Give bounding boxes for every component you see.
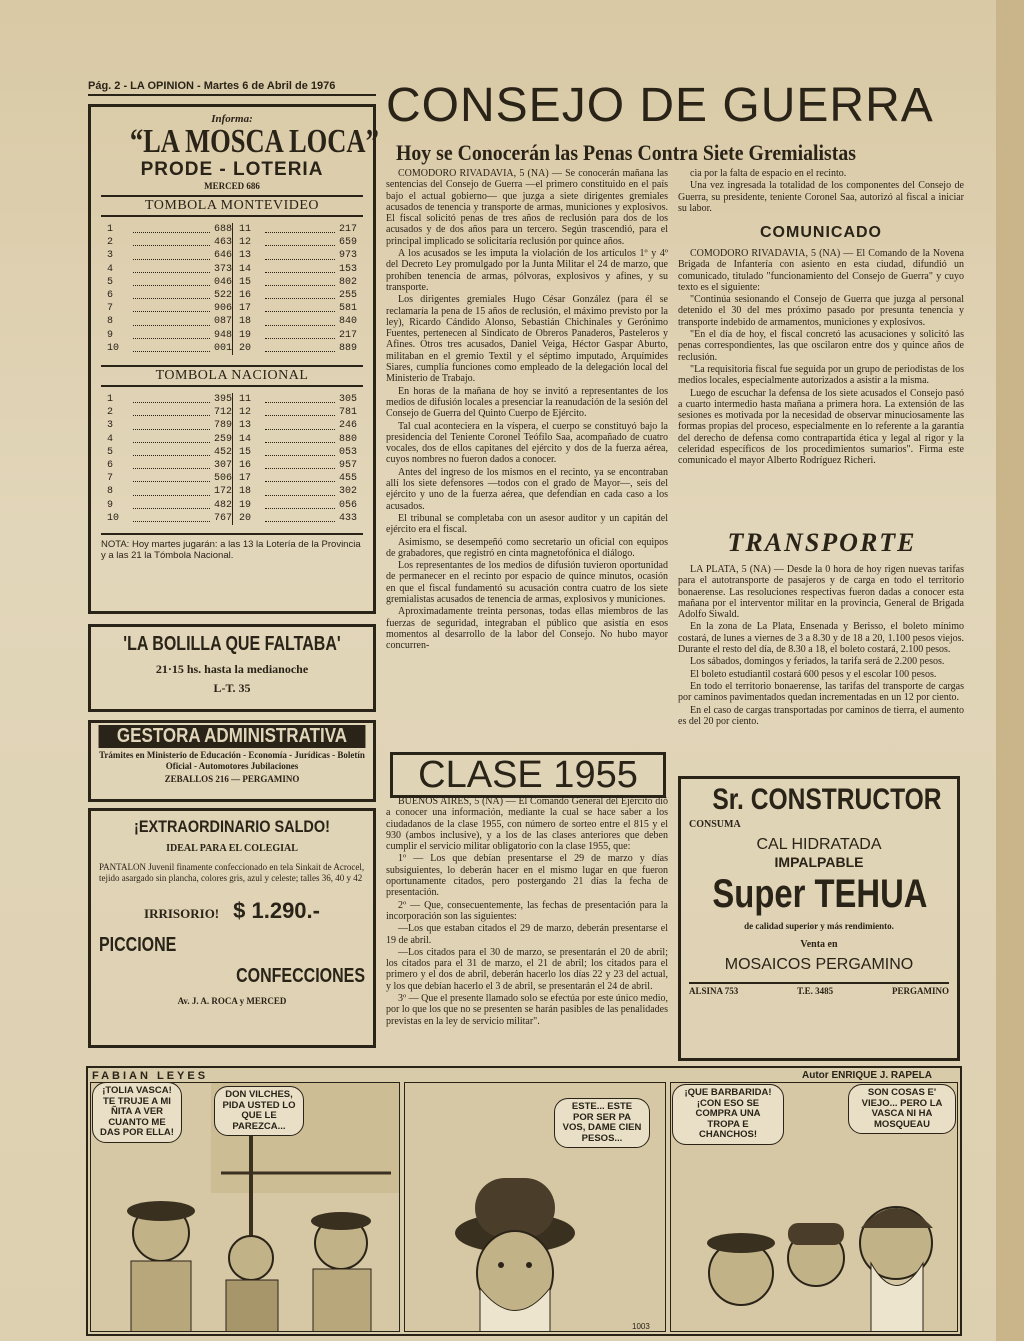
paragraph: BUENOS AIRES, 5 (NA) — El Comando General del Ejército dió a conocer una información, mediante la cual se hace saber a los ciudadanos de la clase 1955, con número de sorteo entre el 815 y el 930 (ambos inclusive), y a los de las clases anteriores que deben cumplir el servicio militar obligatorio con la clase 1955, que:: [386, 796, 668, 853]
lottery-dots: [265, 302, 335, 312]
lottery-row: [239, 236, 357, 249]
lottery-dots: [133, 236, 210, 246]
lottery-row: [107, 329, 232, 342]
lottery-dots: [133, 329, 210, 339]
lottery-row: [239, 459, 357, 472]
lottery-dots: [133, 393, 210, 403]
lottery-row: [239, 342, 357, 355]
lottery-number: 781: [338, 407, 357, 419]
lottery-position: 18: [239, 486, 252, 498]
lottery-dots: [133, 459, 210, 469]
paragraph: LA PLATA, 5 (NA) — Desde la 0 hora de hoy rigen nuevas tarifas para el autotransporte de pasajeros y de carga en todo el territorio bonaerense. Las resoluciones respectivas fueron dadas a conocer esta mañana por el interventor militar en la provincia, General de Brigada Adolfo Siwald.: [678, 564, 964, 621]
ad-city: PERGAMINO: [891, 986, 949, 996]
lottery-position: 8: [107, 316, 114, 328]
paragraph: Los sábados, domingos y feriados, la tarifa será de 2.200 pesos.: [690, 656, 945, 668]
lottery-dots: [133, 249, 210, 259]
lottery-row: [107, 302, 232, 315]
lottery-row: [107, 472, 232, 485]
lottery-number: 255: [338, 290, 357, 302]
lottery-number: 840: [338, 316, 357, 328]
comunicado-body: [678, 248, 964, 524]
lottery-number: 581: [338, 303, 357, 315]
lottery-dots: [265, 315, 335, 325]
lottery-position: 3: [107, 250, 114, 262]
lottery-row: [239, 276, 357, 289]
page-edge: [996, 0, 1024, 1341]
paragraph: A los acusados se les imputa la violación de los artículos 1º y 4º del Decreto Ley promulgado por la Junta Militar el 24 de marzo, que prohíben tenencia de armas, pólvoras, explosivos y afines, y su transporte.: [386, 248, 668, 293]
lottery-position: 6: [107, 290, 114, 302]
lottery-number: 906: [213, 303, 232, 315]
gestora-ad: [88, 720, 376, 802]
lottery-dots: [133, 263, 210, 273]
comic-author: Autor ENRIQUE J. RAPELA: [802, 1070, 933, 1081]
lottery-number: 506: [213, 473, 232, 485]
lottery-dots: [265, 249, 335, 259]
lottery-dots: [265, 393, 335, 403]
lottery-row: [239, 433, 357, 446]
lottery-number: 153: [338, 263, 357, 275]
lottery-row: [239, 499, 357, 512]
lottery-dots: [133, 302, 210, 312]
lottery-position: 6: [107, 460, 114, 472]
lottery-position: 4: [107, 263, 114, 275]
lottery-position: 16: [239, 290, 252, 302]
lottery-number: 889: [338, 342, 357, 354]
lottery-dots: [265, 223, 335, 233]
lottery-position: 12: [239, 407, 252, 419]
lottery-dots: [133, 485, 210, 495]
clase-1955-title: CLASE 1955: [390, 752, 666, 798]
subheadline: Hoy se Conocerán las Penas Contra Siete Gremialistas: [396, 140, 856, 165]
ad-footer: [689, 982, 949, 996]
lottery-dots: [133, 276, 210, 286]
lottery-number: 087: [213, 316, 232, 328]
lottery-row: [107, 289, 232, 302]
lottery-position: 15: [239, 276, 252, 288]
lottery-box: [88, 104, 379, 614]
ad-quality: de calidad superior y más rendimiento.: [744, 921, 894, 931]
lottery-number: 307: [213, 460, 232, 472]
lottery-row: [239, 263, 357, 276]
left-column: [88, 104, 379, 1048]
lottery-dots: [133, 472, 210, 482]
lottery-row: [239, 393, 357, 406]
lottery-row: [107, 342, 232, 355]
lottery-position: 19: [239, 499, 252, 511]
lottery-row: [239, 223, 357, 236]
lottery-dots: [133, 223, 210, 233]
saldo-sub: IDEAL PARA EL COLEGIAL: [166, 843, 298, 854]
comic-bubble-4: ¡QUE BARBARIDA! ¡CON ESO SE COMPRA UNA TROPA E CHANCHOS!: [672, 1084, 784, 1145]
lottery-number: 957: [338, 460, 357, 472]
lottery-number: 056: [338, 499, 357, 511]
saldo-ad: [88, 808, 376, 1048]
lottery-row: [239, 249, 357, 262]
lottery-note: NOTA: Hoy martes jugarán: a las 13 la Lotería de la Provincia y a las 21 la Tómbola Nacional.: [101, 533, 363, 561]
constructor-ad: [678, 776, 960, 1061]
headline: CONSEJO DE GUERRA: [386, 79, 934, 132]
lottery-row: [107, 512, 232, 525]
saldo-price-row: [99, 898, 365, 924]
paragraph: Antes del ingreso de los mismos en el recinto, ya se encontraban allí los siete defensores —todos con el grado de Mayor—, seis del ejército y uno de la fuerza aérea, que defendían en cada caso a los acusados.: [386, 466, 668, 512]
lottery-position: 13: [239, 420, 252, 432]
paragraph: cia por la falta de espacio en el recinto.: [690, 168, 847, 179]
lottery-dots: [133, 512, 210, 522]
lottery-number: 712: [213, 407, 232, 419]
paragraph: Luego de escuchar la defensa de los siete acusados el Consejo pasó a cuarto intermedio hasta mañana a primera hora. La extensión de las sesiones es motivada por la necesidad de observar minuciosamente las formas propias del proceso, especialmente en lo referente a la garantía del derecho de defensa como contrapartida ética y legal al rigor y la celeridad específicos de los procedimientos sumarios". Firma este comunicado el mayor Alberto Rodríguez Richeri.: [678, 387, 964, 467]
comic-bubble-5: SON COSAS E' VIEJO... PERO LA VASCA NI HA MOSQUEAU: [848, 1084, 956, 1134]
comic-bubble-3: ESTE... ESTE POR SER PA VOS, DAME CIEN PESOS...: [554, 1098, 650, 1148]
paragraph: Una vez ingresada la totalidad de los componentes del Consejo de Guerra, su presidente, teniente Coronel Saa, autorizó al fiscal a iniciar su labor.: [678, 180, 964, 214]
lottery-position: 7: [107, 303, 114, 315]
lottery-dots: [265, 485, 335, 495]
saldo-desc: PANTALON Juvenil finamente confeccionado en tela Sinkait de Acrocel, tejido asargado sin plancha, colores gris, azul y celeste; talles 36, 40 y 42: [99, 862, 365, 883]
lottery-number: 452: [213, 446, 232, 458]
paragraph: Tal cual aconteciera en la víspera, el cuerpo se constituyó bajo la presidencia del Teniente Coronel Teófilo Saa, acompañado de cuatro vocales, dos de ellos capitanes del ejército y dos de la fuerza aérea, cuyos nombres no fueron dados a conocer.: [386, 420, 668, 466]
lottery-row: [239, 315, 357, 328]
lottery-position: 16: [239, 460, 252, 472]
article-column-2: [678, 168, 964, 222]
lottery-number: 767: [213, 512, 232, 524]
tombola-montevideo-title: TOMBOLA MONTEVIDEO: [101, 195, 363, 217]
bolilla-ad: [88, 624, 376, 712]
paragraph: El boleto estudiantil costará 600 pesos y el escolar 100 pesos.: [690, 668, 937, 680]
lottery-number: 053: [338, 446, 357, 458]
lottery-number: 802: [338, 276, 357, 288]
paragraph: —Los que estaban citados el 29 de marzo, deberán presentarse el 19 de abril.: [386, 923, 668, 946]
gestora-desc: Trámites en Ministerio de Educación - Economía - Jurídicas - Boletín Oficial - Automotores Jubilaciones: [99, 750, 365, 771]
paragraph: COMODORO RIVADAVIA, 5 (NA) — Se conocerán mañana las sentencias del Consejo de Guerra —el primero constituido en el país bajo el actual gobierno— que juzga a siete dirigentes gremiales acusados de tenencia y transporte de armas, municiones y explosivos. El fiscal solicitó penas de tres años de reclusión para dos de los acusados y de dos años para un tercero. Según trascendió, para el principal implicado se solicitaría reclusión por quince años.: [386, 168, 668, 247]
lottery-position: 20: [239, 342, 252, 354]
paragraph: "Continúa sesionando el Consejo de Guerra que juzga al personal detenido el 30 del mes próximo pasado por presunta tenencia y transporte indebido de armamentos, municiones y explosivos.: [678, 294, 964, 328]
lottery-dots: [265, 236, 335, 246]
brand-piccione: PICCIONE: [99, 934, 177, 956]
lottery-number: 046: [213, 276, 232, 288]
lottery-dots: [133, 406, 210, 416]
lottery-number: 482: [213, 499, 232, 511]
lottery-position: 5: [107, 276, 114, 288]
clase-1955-body: [386, 796, 668, 1066]
lottery-row: [107, 236, 232, 249]
paragraph: "En el día de hoy, el fiscal concretó las acusaciones y solicitó las penas correspondientes, las que oscilaron entre dos y quince años de reclusión.: [678, 329, 964, 363]
ad-consuma: CONSUMA: [689, 819, 741, 830]
lottery-position: 17: [239, 303, 252, 315]
lottery-dots: [133, 289, 210, 299]
lottery-dots: [265, 446, 335, 456]
paragraph: El tribunal se completaba con un asesor auditor y un capitán del ejército era el fiscal.: [386, 512, 668, 536]
saldo-price: $ 1.290.-: [233, 898, 320, 923]
lottery-position: 13: [239, 250, 252, 262]
lottery-number: 973: [338, 250, 357, 262]
lottery-row: [107, 263, 232, 276]
lottery-position: 2: [107, 407, 114, 419]
lottery-row: [107, 459, 232, 472]
lottery-row: [239, 329, 357, 342]
lottery-position: 20: [239, 512, 252, 524]
lottery-dots: [265, 512, 335, 522]
lottery-position: 17: [239, 473, 252, 485]
lottery-address: MERCED 686: [204, 181, 260, 191]
lottery-number: 659: [338, 237, 357, 249]
lottery-dots: [133, 315, 210, 325]
paragraph: Los dirigentes gremiales Hugo César González (para él se reclamaría la pena de 15 años de reclusión, el máximo previsto por la ley), Ricardo Cándido Alonso, Sebastián Chichinales y Gerónimo Fuentes, pertenecen al Sindicato de Obreros Panaderos, Pasteleros y Afines. Otros tres acusados, Daniel Veiga, Héctor Gaspar Aburto, militaban en el gremio Textil y el séptimo imputado, Arquímides Siares, cumplía funciones como empleado de la delegación local del Ministerio de Trabajo.: [386, 294, 668, 385]
lottery-dots: [265, 263, 335, 273]
lottery-position: 11: [239, 224, 252, 235]
ad-venta: Venta en: [800, 939, 838, 950]
lottery-position: 4: [107, 433, 114, 445]
lottery-dots: [133, 499, 210, 509]
lottery-position: 11: [239, 394, 252, 406]
lottery-dots: [265, 329, 335, 339]
lottery-position: 7: [107, 473, 114, 485]
paragraph: En la zona de La Plata, Ensenada y Berisso, el boleto mínimo costará, de lunes a viernes de 3 a 8.30 y de 18 a 20, 1.100 pesos viejos. Durante el resto del día, de 8.30 a 18, el boleto costará, 2.100 pesos.: [678, 621, 964, 656]
lottery-position: 19: [239, 329, 252, 341]
lottery-dots: [265, 406, 335, 416]
ad-impalpable: IMPALPABLE: [774, 854, 864, 870]
lottery-row: [239, 485, 357, 498]
paragraph: COMODORO RIVADAVIA, 5 (NA) — El Comando de la Novena Brigada de Infantería con asiento en esta ciudad, difundió un comunicado, titulado "funcionamiento del Consejo de Guerra" y cuyo texto es el siguiente:: [678, 248, 964, 293]
lottery-position: 1: [107, 224, 114, 235]
ad-phone: T.E. 3485: [797, 986, 834, 996]
lottery-number: 646: [213, 250, 232, 262]
lottery-number: 455: [338, 473, 357, 485]
tombola-nacional-title: TOMBOLA NACIONAL: [101, 365, 363, 387]
comic-number: 1003: [632, 1322, 650, 1331]
lottery-row: [239, 472, 357, 485]
page-header: Pág. 2 - LA OPINION - Martes 6 de Abril de 1976: [88, 80, 376, 96]
ad-store: MOSAICOS PERGAMINO: [724, 956, 914, 973]
lottery-row: [239, 406, 357, 419]
lottery-number: 373: [213, 263, 232, 275]
lottery-row: [239, 302, 357, 315]
lottery-dots: [133, 419, 210, 429]
lottery-number: 433: [338, 512, 357, 524]
lottery-number: 246: [338, 420, 357, 432]
lottery-position: 3: [107, 420, 114, 432]
paragraph: 2º — Que, consecuentemente, las fechas de presentación para la incorporación son las siguientes:: [386, 899, 668, 922]
paragraph: En horas de la mañana de hoy se invitó a representantes de los medios de difusión locales a presenciar la reanudación de la sesión del Consejo de Guerra del Quinto Cuerpo de Ejército.: [386, 385, 668, 420]
paragraph: 1º — Los que debían presentarse el 29 de marzo y días subsiguientes, lo deberán hacer en el mismo lugar en que fueron oportunamente citados, pero postergando 21 días la fecha de presentación.: [386, 853, 668, 899]
lottery-dots: [265, 419, 335, 429]
lottery-dots: [265, 276, 335, 286]
saldo-title: ¡EXTRAORDINARIO SALDO!: [134, 817, 330, 836]
comic-title: FABIAN LEYES: [92, 1070, 209, 1082]
ad-title: Sr. CONSTRUCTOR: [712, 783, 942, 816]
lottery-row: [239, 512, 357, 525]
prode-loteria-subtitle: PRODE - LOTERIA: [140, 159, 324, 180]
ad-brand: Super TEHUA: [712, 872, 928, 916]
montevideo-left: [107, 223, 232, 355]
saldo-address: Av. J. A. ROCA y MERCED: [177, 996, 287, 1006]
lottery-position: 8: [107, 486, 114, 498]
nacional-right: [232, 393, 357, 525]
gestora-address: ZEBALLOS 216 — PERGAMINO: [164, 774, 300, 784]
ad-cal: CAL HIDRATADA: [756, 836, 882, 853]
lottery-position: 15: [239, 446, 252, 458]
lottery-dots: [265, 342, 335, 352]
lottery-row: [107, 499, 232, 512]
lottery-number: 688: [213, 224, 232, 235]
informa-label: Informa:: [211, 113, 253, 125]
comunicado-title: COMUNICADO: [760, 224, 882, 241]
lottery-row: [107, 249, 232, 262]
lottery-row: [107, 393, 232, 406]
ad-address: ALSINA 753: [689, 986, 739, 996]
lottery-row: [107, 276, 232, 289]
lottery-number: 001: [213, 342, 232, 354]
montevideo-results: [101, 217, 363, 361]
nacional-left: [107, 393, 232, 525]
lottery-dots: [265, 433, 335, 443]
paragraph: Los representantes de los medios de difusión tuvieron oportunidad de permanecer en el recinto por espacio de quince minutos, ocasión en que el fiscal fundamentó su acusación contra cuatro de los siete gremialistas acusados de tenencia de armas, explosivos y municiones.: [386, 560, 668, 605]
transporte-title: TRANSPORTE: [727, 528, 917, 557]
transporte-body: [678, 564, 964, 772]
lottery-number: 172: [213, 486, 232, 498]
paragraph: —Los citados para el 30 de marzo, se presentarán el 20 de abril; los citados para el 31 de marzo, el 21 de abril; los citados para el primero y el dos de abril, deberán hacerlo los días 22 y 23 del actual, y los que debían hacerlo el 3 de abril, se presentarán el 24 de abril.: [386, 946, 668, 992]
lottery-dots: [265, 289, 335, 299]
article-column-1: [386, 168, 668, 756]
lottery-number: 880: [338, 433, 357, 445]
lottery-number: 395: [213, 394, 232, 406]
lottery-row: [107, 223, 232, 236]
lottery-dots: [133, 342, 210, 352]
lottery-number: 302: [338, 486, 357, 498]
lottery-row: [107, 419, 232, 432]
brand-confecciones: CONFECCIONES: [236, 965, 365, 987]
paragraph: En el caso de cargas transportadas por caminos de tierra, el aumento es del 20 por ciento.: [678, 704, 964, 727]
lottery-number: 948: [213, 329, 232, 341]
paragraph: 3º — Que el presente llamado solo se efectúa por este único medio, por lo que los que no se presenten se harán pasibles de las penalidades previstas en la ley de servicio militar".: [386, 993, 668, 1027]
lottery-number: 217: [338, 224, 357, 235]
lottery-dots: [265, 499, 335, 509]
lottery-row: [107, 406, 232, 419]
lottery-row: [107, 485, 232, 498]
lottery-dots: [265, 472, 335, 482]
lottery-position: 1: [107, 394, 114, 406]
lottery-row: [107, 446, 232, 459]
lottery-row: [239, 419, 357, 432]
paragraph: "La requisitoria fiscal fue seguida por un grupo de periodistas de los medios locales, especialmente autorizados a asistir a la misma.: [678, 363, 964, 387]
comic-bubble-2: DON VILCHES, PIDA USTED LO QUE LE PAREZCA...: [214, 1086, 304, 1136]
lottery-dots: [133, 446, 210, 456]
comic-bubble-1: ¡TOLIA VASCA! TE TRUJE A MI ÑITA A VER CUANTO ME DAS POR ELLA!: [92, 1082, 182, 1143]
lottery-number: 305: [338, 394, 357, 406]
lottery-position: 9: [107, 499, 114, 511]
lottery-number: 463: [213, 237, 232, 249]
paragraph: En todo el territorio bonaerense, las tarifas del transporte de cargas por caminos pavimentados quedan incrementadas en un 12 por ciento.: [678, 680, 964, 704]
lottery-row: [107, 315, 232, 328]
paragraph: Asimismo, se desempeñó como secretario un oficial con equipos de grabadores, que registró en cinta magnetofónica el diálogo.: [386, 536, 668, 559]
gestora-title: GESTORA ADMINISTRATIVA: [99, 725, 366, 748]
lottery-number: 522: [213, 290, 232, 302]
lottery-dots: [265, 459, 335, 469]
lottery-dots: [133, 433, 210, 443]
lottery-position: 10: [107, 512, 120, 524]
bolilla-title: 'LA BOLILLA QUE FALTABA': [123, 633, 341, 655]
montevideo-right: [232, 223, 357, 355]
bolilla-station: L-T. 35: [213, 681, 251, 695]
bolilla-hours: 21·15 hs. hasta la medianoche: [155, 662, 309, 676]
paragraph: Aproximadamente treinta personas, todas ellas miembros de las fuerzas de seguridad, integraban el público que asistía en esos momentos al desarrollo de la labor del Consejo. No hubo mayor concurren-: [386, 606, 668, 652]
lottery-number: 217: [338, 329, 357, 341]
lottery-row: [239, 289, 357, 302]
lottery-position: 14: [239, 433, 252, 445]
lottery-position: 5: [107, 446, 114, 458]
lottery-row: [107, 433, 232, 446]
lottery-position: 10: [107, 342, 120, 354]
lottery-row: [239, 446, 357, 459]
nacional-results: [101, 387, 363, 531]
irrisorio-label: IRRISORIO!: [144, 906, 220, 921]
lottery-number: 789: [213, 420, 232, 432]
lottery-position: 14: [239, 263, 252, 275]
lottery-position: 12: [239, 237, 252, 249]
lottery-position: 9: [107, 329, 114, 341]
lottery-position: 18: [239, 316, 252, 328]
lottery-number: 259: [213, 433, 232, 445]
lottery-position: 2: [107, 237, 114, 249]
mosca-loca-title: “LA MOSCA LOCA”: [129, 123, 379, 160]
